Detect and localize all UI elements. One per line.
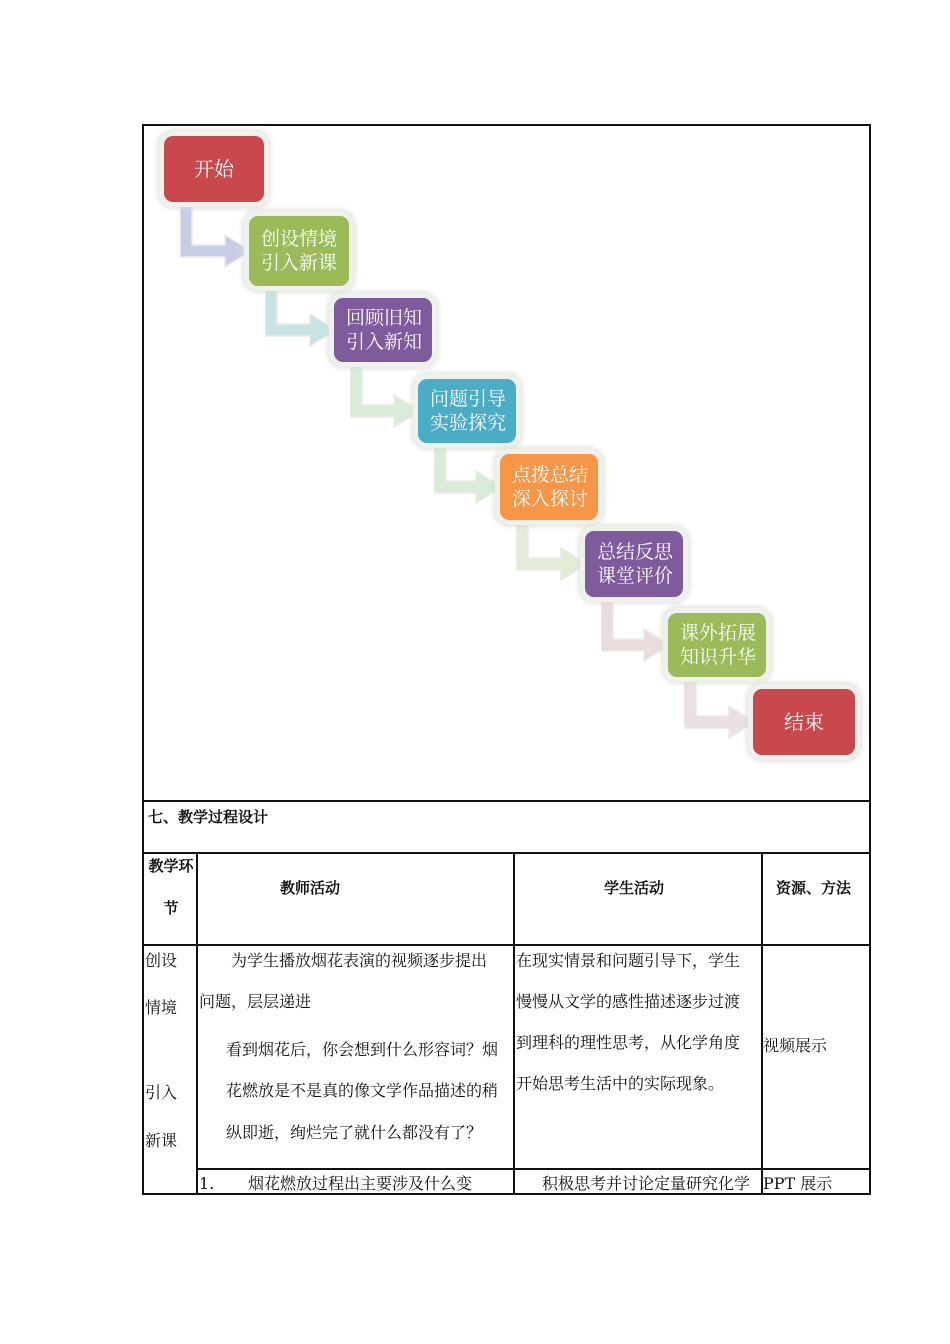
stage-text-1: 创设	[145, 951, 178, 970]
flow-arrow	[350, 362, 420, 433]
flow-node-label: 问题引导	[430, 388, 507, 410]
flow-node-label: 创设情境	[261, 228, 338, 250]
flow-arrow	[516, 520, 587, 586]
flow-node-n4	[500, 454, 598, 520]
header-resource: 资源、方法	[776, 879, 852, 897]
flow-arrow	[684, 677, 755, 744]
flow-arrow	[434, 443, 502, 509]
student-text-1: 在现实情景和问题引导下，学生	[516, 951, 741, 970]
flow-node-label: 引入新课	[261, 252, 338, 274]
teacher-question-3: 纵即逝，绚烂完了就什么都没有了？	[226, 1123, 483, 1142]
row2-teacher: 烟花燃放过程出主要涉及什么变	[248, 1174, 473, 1193]
document-frame	[142, 124, 871, 1195]
resource-text: 视频展示	[763, 1036, 828, 1055]
flow-node-label: 课堂评价	[597, 565, 674, 587]
teacher-text-b: 问题，层层递进	[199, 992, 312, 1011]
divider	[196, 1168, 869, 1170]
flow-node-label: 深入探讨	[512, 488, 589, 510]
divider	[761, 852, 763, 1195]
flow-arrow	[180, 202, 251, 273]
student-text-4: 开始思考生活中的实际现象。	[516, 1074, 725, 1093]
flow-node-label: 知识升华	[680, 646, 757, 668]
flow-node-n1	[249, 216, 349, 286]
header-teacher: 教师活动	[280, 879, 341, 897]
flow-node-label: 点拨总结	[512, 464, 589, 486]
row2-student: 积极思考并讨论定量研究化学	[542, 1174, 751, 1193]
divider	[144, 800, 869, 802]
section-title: 七、教学过程设计	[148, 808, 269, 826]
stage-text-3: 引入	[145, 1083, 178, 1102]
divider	[196, 852, 198, 1195]
student-text-2: 慢慢从文学的感性描述逐步过渡	[516, 992, 741, 1011]
flow-node-label: 结束	[784, 710, 824, 734]
teacher-question-2: 花燃放是不是真的像文学作品描述的稍	[226, 1081, 499, 1100]
stage-text-2: 情境	[145, 998, 178, 1017]
flow-node-n2	[334, 298, 432, 362]
flow-node-n3	[418, 379, 516, 443]
flow-node-label: 总结反思	[597, 541, 674, 563]
student-text-3: 到理科的理性思考，从化学角度	[516, 1033, 741, 1052]
stage-text-4: 新课	[145, 1131, 178, 1150]
flow-node-label: 开始	[194, 157, 234, 181]
header-stage	[146, 856, 196, 918]
teacher-text-a: 为学生播放烟花表演的视频逐步提出	[231, 951, 488, 970]
flow-node-start	[164, 136, 264, 202]
teaching-flowchart	[144, 126, 869, 800]
flow-arrow	[601, 597, 670, 667]
header-stage-line1: 教学环	[148, 857, 194, 875]
flow-node-n5	[585, 531, 683, 597]
header-stage-line2: 节	[163, 899, 179, 917]
flow-node-label: 引入新知	[346, 331, 423, 353]
row2-number: 1.	[199, 1174, 215, 1193]
flow-node-label: 实验探究	[430, 412, 507, 434]
flow-node-n6	[668, 613, 766, 677]
divider	[513, 852, 515, 1195]
flow-node-end	[753, 689, 855, 755]
flow-node-label: 课外拓展	[680, 622, 757, 644]
flow-node-label: 回顾旧知	[346, 307, 423, 329]
flow-arrow	[265, 286, 336, 352]
teacher-question-1: 看到烟花后，你会想到什么形容词？烟	[226, 1040, 499, 1059]
row2-resource: PPT 展示	[763, 1174, 833, 1193]
header-student: 学生活动	[604, 879, 665, 897]
